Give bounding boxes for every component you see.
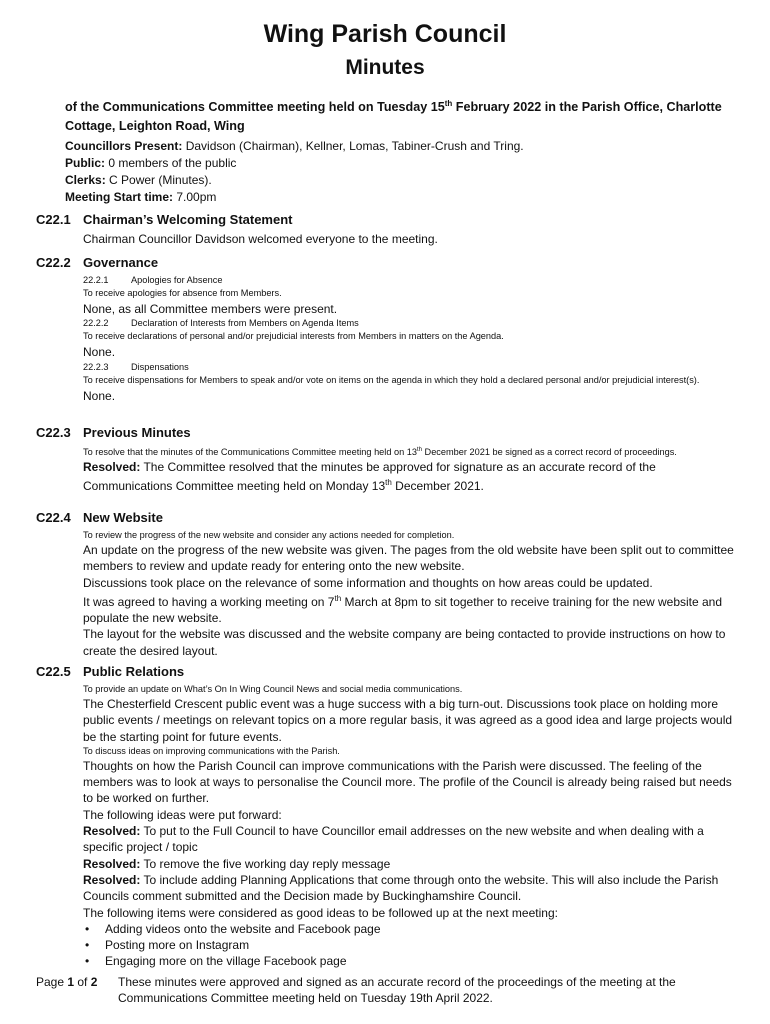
resolution: Resolved: The Committee resolved that the minutes be approved for signature as an accurate record of the Communications Committee meeting held on Monday 13th December 2021. (83, 460, 656, 494)
resolution: Resolved: To put to the Full Council to have Councillor email addresses on the new website and when dealing with a specific project / topic (83, 824, 704, 855)
section-text: None, as all Committee members were present. (83, 302, 338, 316)
section-c22-3 (36, 424, 736, 495)
agenda-description: To receive declarations of personal and/or prejudicial interests from Members in matters on the Agenda. (83, 331, 504, 342)
ideas-list (83, 921, 736, 970)
councillors-present: Councillors Present: Davidson (Chairman), Kellner, Lomas, Tabiner-Crush and Tring. (65, 139, 524, 153)
section-c22-2 (36, 254, 736, 404)
clerks-present: Clerks: C Power (Minutes). (65, 173, 212, 187)
agenda-description: To review the progress of the new website and consider any actions needed for completion. (83, 530, 455, 540)
subsection-heading: 22.2.3 Dispensations (83, 361, 189, 372)
list-item: • Engaging more on the village Facebook page (105, 953, 736, 969)
paragraph: It was agreed to having a working meeting on 7th March at 8pm to sit together to receive training for the new website and populate the new website. (83, 593, 723, 626)
document-title: Wing Parish Council (263, 20, 507, 48)
section-heading: C22.2 Governance (36, 255, 159, 270)
agenda-description: To discuss ideas on improving communications with the Parish. (83, 745, 340, 756)
meeting-start-time: Meeting Start time: 7.00pm (65, 190, 217, 204)
subsection-heading: 22.2.1 Apologies for Absence (83, 275, 223, 285)
section-text: None. (83, 345, 116, 360)
paragraph: The layout for the website was discussed and the website company are being contacted to provide instructions on how to create the desired layout. (83, 627, 726, 658)
agenda-description: To receive dispensations for Members to speak and/or vote on items on the agenda in which they hold a declared personal and/or prejudicial interest(s). (83, 374, 700, 385)
section-text: Chairman Councillor Davidson welcomed everyone to the meeting. (83, 232, 438, 246)
section-text: None. (83, 388, 116, 403)
section-heading: C22.3 Previous Minutes (36, 425, 191, 440)
document-subtitle: Minutes (345, 56, 425, 79)
paragraph: The following ideas were put forward: (83, 807, 282, 822)
section-heading: C22.5 Public Relations (36, 664, 185, 679)
list-item: • Posting more on Instagram (105, 937, 736, 953)
agenda-description: To provide an update on What’s On In Wing Council News and social media communications. (83, 684, 463, 694)
resolution: Resolved: To include adding Planning Applications that come through onto the website. This will also include the Parish Councils comment submitted and the Decision made by Buckinghamshire Council. (83, 872, 719, 904)
paragraph: Thoughts on how the Parish Council can improve communications with the Parish were discussed. The feeling of the members was to look at ways to personalise the Council more. The profile of the Council is already being raised but needs to be worked on further. (83, 758, 732, 806)
page-footer (36, 974, 736, 1006)
section-c22-1 (36, 211, 736, 247)
subsection-heading: 22.2.2 Declaration of Interests from Members on Agenda Items (83, 318, 359, 329)
paragraph: The Chesterfield Crescent public event was a huge success with a big turn-out. Discussions took place on holding more public events / meetings on relevant topics on a more regular basis, it was agreed as a good idea and large projects would be the starting point for future events. (83, 697, 733, 744)
resolution: Resolved: To remove the five working day reply message (83, 856, 391, 871)
list-item: • Adding videos onto the website and Facebook page (105, 921, 736, 937)
paragraph: The following items were considered as good ideas to be followed up at the next meeting: (83, 905, 558, 920)
public-present: Public: 0 members of the public (65, 156, 237, 170)
section-heading: C22.4 New Website (36, 510, 163, 525)
agenda-description: To receive apologies for absence from Members. (83, 288, 282, 298)
meeting-description: of the Communications Committee meeting held on Tuesday 15th February 2022 in the Parish Office, Charlotte Cottage, Leighton Road, Wing (65, 99, 722, 134)
section-c22-4 (36, 509, 736, 659)
section-c22-5 (36, 663, 736, 970)
paragraph: An update on the progress of the new website was given. The pages from the old website have been split out to committee members to review and update ready for entering onto the new website. (83, 543, 734, 574)
approval-note: These minutes were approved and signed as an accurate record of the proceedings of the meeting at the Communications Committee meeting held on Tuesday 19th April 2022. (118, 975, 676, 1005)
paragraph: Discussions took place on the relevance of some information and thoughts on how areas could be updated. (83, 575, 653, 590)
agenda-description: To resolve that the minutes of the Communications Committee meeting held on 13th December 2021 be signed as a correct record of proceedings. (83, 447, 677, 458)
attendance-block (65, 138, 524, 206)
section-heading: C22.1 Chairman’s Welcoming Statement (36, 212, 293, 227)
page-number: Page 1 of 2 (36, 975, 98, 989)
